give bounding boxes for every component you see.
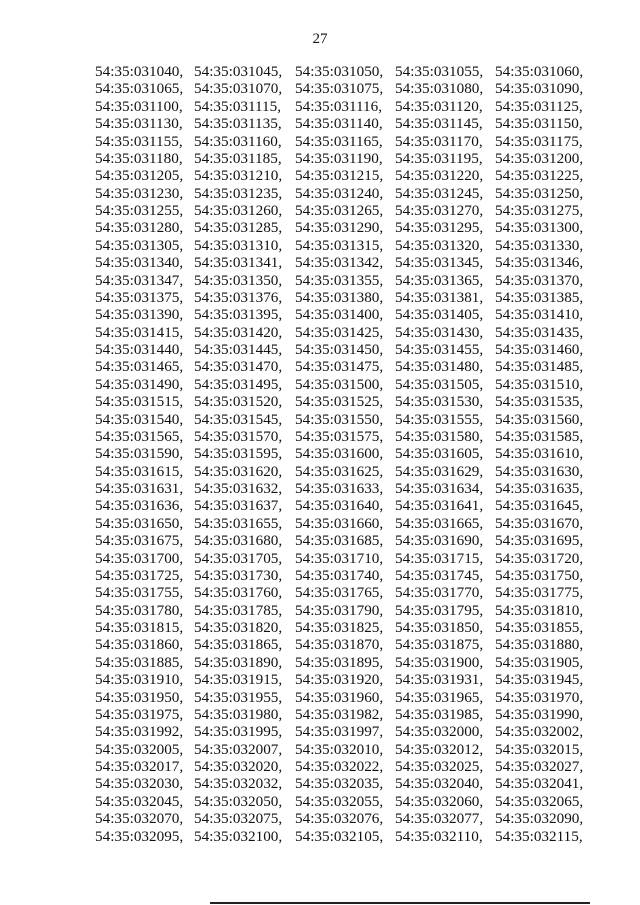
cadastral-code: 54:35:031225, xyxy=(495,167,584,185)
cadastral-code: 54:35:031200, xyxy=(495,149,584,167)
cadastral-code: 54:35:031975, xyxy=(95,705,184,723)
cadastral-code: 54:35:031470, xyxy=(194,358,283,376)
cadastral-code: 54:35:031560, xyxy=(495,410,584,428)
cadastral-code: 54:35:031600, xyxy=(295,445,384,463)
cadastral-code: 54:35:031760, xyxy=(194,584,283,602)
code-row xyxy=(95,428,595,445)
cadastral-code: 54:35:031905, xyxy=(495,653,584,671)
code-row xyxy=(95,532,595,549)
cadastral-code: 54:35:032076, xyxy=(295,810,384,828)
cadastral-code: 54:35:032032, xyxy=(194,775,283,793)
cadastral-code: 54:35:031530, xyxy=(395,393,484,411)
cadastral-code: 54:35:031365, xyxy=(395,271,484,289)
cadastral-code: 54:35:031965, xyxy=(395,688,484,706)
cadastral-code: 54:35:031381, xyxy=(395,288,484,306)
cadastral-code: 54:35:031070, xyxy=(194,80,283,98)
bottom-scan-edge xyxy=(210,902,590,904)
cadastral-code: 54:35:031635, xyxy=(495,480,584,497)
cadastral-code: 54:35:032060, xyxy=(395,792,484,810)
cadastral-code: 54:35:031415, xyxy=(95,323,184,341)
cadastral-code: 54:35:032020, xyxy=(194,758,283,775)
cadastral-code: 54:35:031075, xyxy=(295,80,384,98)
cadastral-code: 54:35:031230, xyxy=(95,184,184,202)
cadastral-code: 54:35:031525, xyxy=(295,393,384,411)
cadastral-code: 54:35:031710, xyxy=(295,549,384,567)
cadastral-code: 54:35:031850, xyxy=(395,619,484,636)
code-row xyxy=(95,272,595,289)
cadastral-code: 54:35:031615, xyxy=(95,462,184,480)
cadastral-code: 54:35:032035, xyxy=(295,775,384,793)
cadastral-code: 54:35:031820, xyxy=(194,619,283,636)
code-row xyxy=(95,602,595,619)
cadastral-code: 54:35:031342, xyxy=(295,254,384,272)
code-row xyxy=(95,828,595,845)
code-row xyxy=(95,619,595,636)
cadastral-code: 54:35:032110, xyxy=(395,827,483,845)
cadastral-code: 54:35:032070, xyxy=(95,810,184,828)
cadastral-code: 54:35:031350, xyxy=(194,271,283,289)
cadastral-code: 54:35:031170, xyxy=(395,132,483,150)
cadastral-code: 54:35:031220, xyxy=(395,167,484,185)
code-row xyxy=(95,810,595,827)
cadastral-code: 54:35:031160, xyxy=(194,132,282,150)
code-row xyxy=(95,237,595,254)
cadastral-code: 54:35:031860, xyxy=(95,636,184,654)
code-row xyxy=(95,115,595,132)
code-row xyxy=(95,654,595,671)
cadastral-code: 54:35:031505, xyxy=(395,375,484,393)
cadastral-code: 54:35:031390, xyxy=(95,306,184,324)
cadastral-code: 54:35:031910, xyxy=(95,671,184,689)
cadastral-code: 54:35:031550, xyxy=(295,410,384,428)
cadastral-code: 54:35:032022, xyxy=(295,758,384,775)
cadastral-code: 54:35:031865, xyxy=(194,636,283,654)
cadastral-code: 54:35:032065, xyxy=(495,792,584,810)
cadastral-code: 54:35:031580, xyxy=(395,427,484,445)
code-row xyxy=(95,515,595,532)
cadastral-code: 54:35:031660, xyxy=(295,514,384,532)
cadastral-code: 54:35:031535, xyxy=(495,393,584,411)
cadastral-code: 54:35:031670, xyxy=(495,514,584,532)
code-row xyxy=(95,758,595,775)
cadastral-code: 54:35:031990, xyxy=(495,705,584,723)
cadastral-code: 54:35:031997, xyxy=(295,723,384,741)
cadastral-code: 54:35:031629, xyxy=(395,462,484,480)
cadastral-code: 54:35:031825, xyxy=(295,619,384,636)
code-row xyxy=(95,567,595,584)
cadastral-code: 54:35:032077, xyxy=(395,810,484,828)
cadastral-code: 54:35:031346, xyxy=(495,254,584,272)
cadastral-code: 54:35:031345, xyxy=(395,254,484,272)
cadastral-code: 54:35:031595, xyxy=(194,445,283,463)
code-row xyxy=(95,689,595,706)
cadastral-codes-body xyxy=(95,63,595,845)
cadastral-code: 54:35:031347, xyxy=(95,271,184,289)
cadastral-code: 54:35:031632, xyxy=(194,480,283,497)
cadastral-code: 54:35:031555, xyxy=(395,410,484,428)
cadastral-code: 54:35:031400, xyxy=(295,306,384,324)
cadastral-code: 54:35:031210, xyxy=(194,167,283,185)
cadastral-code: 54:35:031700, xyxy=(95,549,184,567)
cadastral-code: 54:35:031460, xyxy=(495,341,584,358)
cadastral-code: 54:35:031880, xyxy=(495,636,584,654)
cadastral-code: 54:35:031785, xyxy=(194,601,283,619)
cadastral-code: 54:35:032010, xyxy=(295,740,384,758)
code-row xyxy=(95,133,595,150)
cadastral-code: 54:35:031545, xyxy=(194,410,283,428)
cadastral-code: 54:35:031955, xyxy=(194,688,283,706)
page-number: 27 xyxy=(312,31,328,47)
cadastral-code: 54:35:031565, xyxy=(95,427,184,445)
cadastral-code: 54:35:031450, xyxy=(295,341,384,358)
code-row xyxy=(95,376,595,393)
cadastral-code: 54:35:031045, xyxy=(194,63,283,80)
cadastral-code: 54:35:031641, xyxy=(395,497,484,515)
cadastral-code: 54:35:031750, xyxy=(495,566,584,584)
cadastral-code: 54:35:031690, xyxy=(395,532,484,550)
cadastral-code: 54:35:032002, xyxy=(495,723,584,741)
cadastral-code: 54:35:032007, xyxy=(194,740,283,758)
cadastral-code: 54:35:031425, xyxy=(295,323,384,341)
cadastral-code: 54:35:031310, xyxy=(194,236,283,254)
cadastral-code: 54:35:031695, xyxy=(495,532,584,550)
cadastral-code: 54:35:031540, xyxy=(95,410,184,428)
cadastral-code: 54:35:031636, xyxy=(95,497,184,515)
cadastral-code: 54:35:031116, xyxy=(295,97,383,115)
cadastral-code: 54:35:031235, xyxy=(194,184,283,202)
code-row xyxy=(95,289,595,306)
cadastral-code: 54:35:031275, xyxy=(495,202,584,219)
code-row xyxy=(95,358,595,375)
cadastral-code: 54:35:031180, xyxy=(95,149,183,167)
cadastral-code: 54:35:031765, xyxy=(295,584,384,602)
cadastral-code: 54:35:031950, xyxy=(95,688,184,706)
code-row xyxy=(95,185,595,202)
cadastral-code: 54:35:031080, xyxy=(395,80,484,98)
code-row xyxy=(95,793,595,810)
cadastral-code: 54:35:031870, xyxy=(295,636,384,654)
code-row xyxy=(95,775,595,792)
cadastral-code: 54:35:032090, xyxy=(495,810,584,828)
code-row xyxy=(95,393,595,410)
cadastral-code: 54:35:031445, xyxy=(194,341,283,358)
cadastral-code: 54:35:031980, xyxy=(194,705,283,723)
cadastral-code: 54:35:031300, xyxy=(495,219,584,237)
cadastral-code: 54:35:031260, xyxy=(194,202,283,219)
cadastral-code: 54:35:031475, xyxy=(295,358,384,376)
code-row xyxy=(95,706,595,723)
cadastral-code: 54:35:031380, xyxy=(295,288,384,306)
cadastral-code: 54:35:031915, xyxy=(194,671,283,689)
cadastral-code: 54:35:031130, xyxy=(95,115,183,133)
cadastral-code: 54:35:031730, xyxy=(194,566,283,584)
cadastral-code: 54:35:031634, xyxy=(395,480,484,497)
cadastral-code: 54:35:031285, xyxy=(194,219,283,237)
cadastral-code: 54:35:031190, xyxy=(295,149,383,167)
cadastral-code: 54:35:031435, xyxy=(495,323,584,341)
cadastral-code: 54:35:031605, xyxy=(395,445,484,463)
code-row xyxy=(95,741,595,758)
cadastral-code: 54:35:031895, xyxy=(295,653,384,671)
cadastral-code: 54:35:031795, xyxy=(395,601,484,619)
code-row xyxy=(95,306,595,323)
code-row xyxy=(95,445,595,462)
cadastral-code: 54:35:031330, xyxy=(495,236,584,254)
cadastral-code: 54:35:031650, xyxy=(95,514,184,532)
cadastral-code: 54:35:031680, xyxy=(194,532,283,550)
cadastral-code: 54:35:031480, xyxy=(395,358,484,376)
cadastral-code: 54:35:031755, xyxy=(95,584,184,602)
cadastral-code: 54:35:031982, xyxy=(295,705,384,723)
cadastral-code: 54:35:032030, xyxy=(95,775,184,793)
cadastral-code: 54:35:031775, xyxy=(495,584,584,602)
cadastral-code: 54:35:031255, xyxy=(95,202,184,219)
cadastral-code: 54:35:031485, xyxy=(495,358,584,376)
cadastral-code: 54:35:031945, xyxy=(495,671,584,689)
cadastral-code: 54:35:031295, xyxy=(395,219,484,237)
cadastral-code: 54:35:031640, xyxy=(295,497,384,515)
cadastral-code: 54:35:031725, xyxy=(95,566,184,584)
cadastral-code: 54:35:031150, xyxy=(495,115,583,133)
cadastral-code: 54:35:032017, xyxy=(95,758,184,775)
cadastral-code: 54:35:031280, xyxy=(95,219,184,237)
cadastral-code: 54:35:031185, xyxy=(194,149,282,167)
cadastral-code: 54:35:031055, xyxy=(395,63,484,80)
cadastral-code: 54:35:031815, xyxy=(95,619,184,636)
cadastral-code: 54:35:031355, xyxy=(295,271,384,289)
code-row xyxy=(95,98,595,115)
cadastral-code: 54:35:031140, xyxy=(295,115,383,133)
cadastral-code: 54:35:031780, xyxy=(95,601,184,619)
cadastral-code: 54:35:031631, xyxy=(95,480,184,497)
cadastral-code: 54:35:031890, xyxy=(194,653,283,671)
code-row xyxy=(95,463,595,480)
cadastral-code: 54:35:031960, xyxy=(295,688,384,706)
cadastral-code: 54:35:032040, xyxy=(395,775,484,793)
cadastral-code: 54:35:031430, xyxy=(395,323,484,341)
cadastral-code: 54:35:031510, xyxy=(495,375,584,393)
cadastral-code: 54:35:031060, xyxy=(495,63,584,80)
code-row xyxy=(95,202,595,219)
cadastral-code: 54:35:031985, xyxy=(395,705,484,723)
cadastral-code: 54:35:031165, xyxy=(295,132,383,150)
cadastral-code: 54:35:031575, xyxy=(295,427,384,445)
cadastral-code: 54:35:031625, xyxy=(295,462,384,480)
code-row xyxy=(95,584,595,601)
cadastral-code: 54:35:031855, xyxy=(495,619,584,636)
code-row xyxy=(95,219,595,236)
cadastral-code: 54:35:031585, xyxy=(495,427,584,445)
cadastral-code: 54:35:031520, xyxy=(194,393,283,411)
cadastral-code: 54:35:031885, xyxy=(95,653,184,671)
cadastral-code: 54:35:031410, xyxy=(495,306,584,324)
cadastral-code: 54:35:031370, xyxy=(495,271,584,289)
cadastral-code: 54:35:031995, xyxy=(194,723,283,741)
cadastral-code: 54:35:031340, xyxy=(95,254,184,272)
cadastral-code: 54:35:032005, xyxy=(95,740,184,758)
cadastral-code: 54:35:031115, xyxy=(194,97,282,115)
cadastral-code: 54:35:031590, xyxy=(95,445,184,463)
cadastral-code: 54:35:032015, xyxy=(495,740,584,758)
code-row xyxy=(95,324,595,341)
cadastral-code: 54:35:031745, xyxy=(395,566,484,584)
cadastral-code: 54:35:031465, xyxy=(95,358,184,376)
cadastral-code: 54:35:032115, xyxy=(495,827,583,845)
cadastral-code: 54:35:031495, xyxy=(194,375,283,393)
cadastral-code: 54:35:031405, xyxy=(395,306,484,324)
cadastral-code: 54:35:031810, xyxy=(495,601,584,619)
cadastral-code: 54:35:031341, xyxy=(194,254,283,272)
cadastral-code: 54:35:031645, xyxy=(495,497,584,515)
cadastral-code: 54:35:031090, xyxy=(495,80,584,98)
cadastral-code: 54:35:032000, xyxy=(395,723,484,741)
cadastral-code: 54:35:031155, xyxy=(95,132,183,150)
cadastral-code: 54:35:031610, xyxy=(495,445,584,463)
cadastral-code: 54:35:031250, xyxy=(495,184,584,202)
code-row xyxy=(95,341,595,358)
cadastral-code: 54:35:031315, xyxy=(295,236,384,254)
code-row xyxy=(95,63,595,80)
cadastral-code: 54:35:031630, xyxy=(495,462,584,480)
cadastral-code: 54:35:031440, xyxy=(95,341,184,358)
cadastral-code: 54:35:031265, xyxy=(295,202,384,219)
cadastral-code: 54:35:031050, xyxy=(295,63,384,80)
cadastral-code: 54:35:031637, xyxy=(194,497,283,515)
code-row xyxy=(95,167,595,184)
cadastral-code: 54:35:031145, xyxy=(395,115,483,133)
code-row xyxy=(95,254,595,271)
cadastral-code: 54:35:031655, xyxy=(194,514,283,532)
cadastral-code: 54:35:031675, xyxy=(95,532,184,550)
cadastral-code: 54:35:031455, xyxy=(395,341,484,358)
cadastral-code: 54:35:032012, xyxy=(395,740,484,758)
cadastral-code: 54:35:031720, xyxy=(495,549,584,567)
cadastral-code: 54:35:031205, xyxy=(95,167,184,185)
cadastral-codes-table xyxy=(95,63,595,845)
cadastral-code: 54:35:031385, xyxy=(495,288,584,306)
code-row xyxy=(95,411,595,428)
cadastral-code: 54:35:031375, xyxy=(95,288,184,306)
cadastral-code: 54:35:031992, xyxy=(95,723,184,741)
cadastral-code: 54:35:031500, xyxy=(295,375,384,393)
code-row xyxy=(95,150,595,167)
cadastral-code: 54:35:031705, xyxy=(194,549,283,567)
cadastral-code: 54:35:032050, xyxy=(194,792,283,810)
code-row xyxy=(95,671,595,688)
cadastral-code: 54:35:032100, xyxy=(194,827,283,845)
cadastral-code: 54:35:031125, xyxy=(495,97,583,115)
cadastral-code: 54:35:031665, xyxy=(395,514,484,532)
cadastral-code: 54:35:031715, xyxy=(395,549,484,567)
cadastral-code: 54:35:031875, xyxy=(395,636,484,654)
cadastral-code: 54:35:031395, xyxy=(194,306,283,324)
cadastral-code: 54:35:031570, xyxy=(194,427,283,445)
cadastral-code: 54:35:032025, xyxy=(395,758,484,775)
cadastral-code: 54:35:031770, xyxy=(395,584,484,602)
cadastral-code: 54:35:031215, xyxy=(295,167,384,185)
code-row xyxy=(95,550,595,567)
cadastral-code: 54:35:031420, xyxy=(194,323,283,341)
cadastral-code: 54:35:031490, xyxy=(95,375,184,393)
cadastral-code: 54:35:031195, xyxy=(395,149,483,167)
cadastral-code: 54:35:031175, xyxy=(495,132,583,150)
cadastral-code: 54:35:031620, xyxy=(194,462,283,480)
cadastral-code: 54:35:031900, xyxy=(395,653,484,671)
code-row xyxy=(95,636,595,653)
cadastral-code: 54:35:031633, xyxy=(295,480,384,497)
cadastral-code: 54:35:032095, xyxy=(95,827,184,845)
code-row xyxy=(95,80,595,97)
cadastral-code: 54:35:031515, xyxy=(95,393,184,411)
cadastral-code: 54:35:031135, xyxy=(194,115,282,133)
cadastral-code: 54:35:031100, xyxy=(95,97,183,115)
cadastral-code: 54:35:031065, xyxy=(95,80,184,98)
cadastral-code: 54:35:032045, xyxy=(95,792,184,810)
cadastral-code: 54:35:031120, xyxy=(395,97,483,115)
cadastral-code: 54:35:032041, xyxy=(495,775,584,793)
cadastral-code: 54:35:031920, xyxy=(295,671,384,689)
cadastral-code: 54:35:031740, xyxy=(295,566,384,584)
code-row xyxy=(95,480,595,497)
cadastral-code: 54:35:031685, xyxy=(295,532,384,550)
cadastral-code: 54:35:031790, xyxy=(295,601,384,619)
cadastral-code: 54:35:031270, xyxy=(395,202,484,219)
cadastral-code: 54:35:032075, xyxy=(194,810,283,828)
cadastral-code: 54:35:032105, xyxy=(295,827,384,845)
cadastral-code: 54:35:031320, xyxy=(395,236,484,254)
cadastral-code: 54:35:031040, xyxy=(95,63,184,80)
cadastral-code: 54:35:031290, xyxy=(295,219,384,237)
cadastral-code: 54:35:031376, xyxy=(194,288,283,306)
cadastral-code: 54:35:031970, xyxy=(495,688,584,706)
code-row xyxy=(95,497,595,514)
cadastral-code: 54:35:031240, xyxy=(295,184,384,202)
cadastral-code: 54:35:031245, xyxy=(395,184,484,202)
cadastral-code: 54:35:032055, xyxy=(295,792,384,810)
cadastral-code: 54:35:031931, xyxy=(395,671,484,689)
cadastral-code: 54:35:031305, xyxy=(95,236,184,254)
cadastral-code: 54:35:032027, xyxy=(495,758,584,775)
code-row xyxy=(95,723,595,740)
